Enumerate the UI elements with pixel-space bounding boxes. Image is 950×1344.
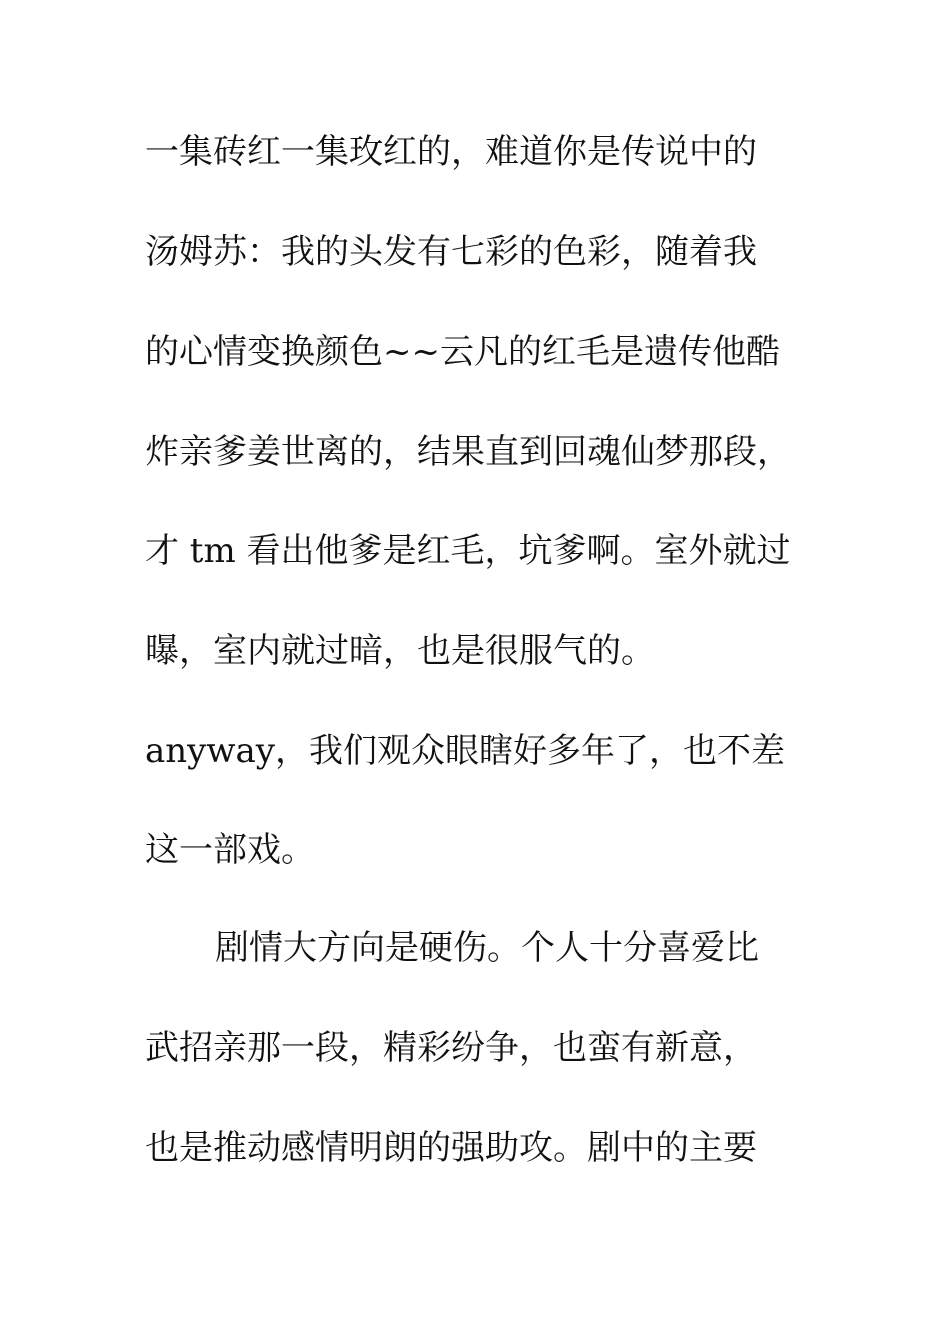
text-line: 才 tm 看出他爹是红毛，坑爹啊。室外就过 (145, 531, 791, 571)
text-line: 曝，室内就过暗，也是很服气的。 (145, 631, 655, 671)
paragraph-first-line: 剧情大方向是硬伤。个人十分喜爱比 (215, 928, 759, 968)
text-line: 武招亲那一段，精彩纷争，也蛮有新意， (145, 1028, 757, 1068)
text-line: 一集砖红一集玫红的，难道你是传说中的 (145, 132, 757, 172)
text-line: anyway，我们观众眼瞎好多年了，也不差 (145, 731, 785, 771)
text-line: 炸亲爹姜世离的，结果直到回魂仙梦那段， (145, 432, 791, 472)
text-line: 这一部戏。 (145, 830, 315, 870)
text-line: 的心情变换颜色~~云凡的红毛是遗传他酷 (145, 332, 780, 372)
text-line: 也是推动感情明朗的强助攻。剧中的主要 (145, 1128, 757, 1168)
text-line: 汤姆苏：我的头发有七彩的色彩，随着我 (145, 232, 757, 272)
